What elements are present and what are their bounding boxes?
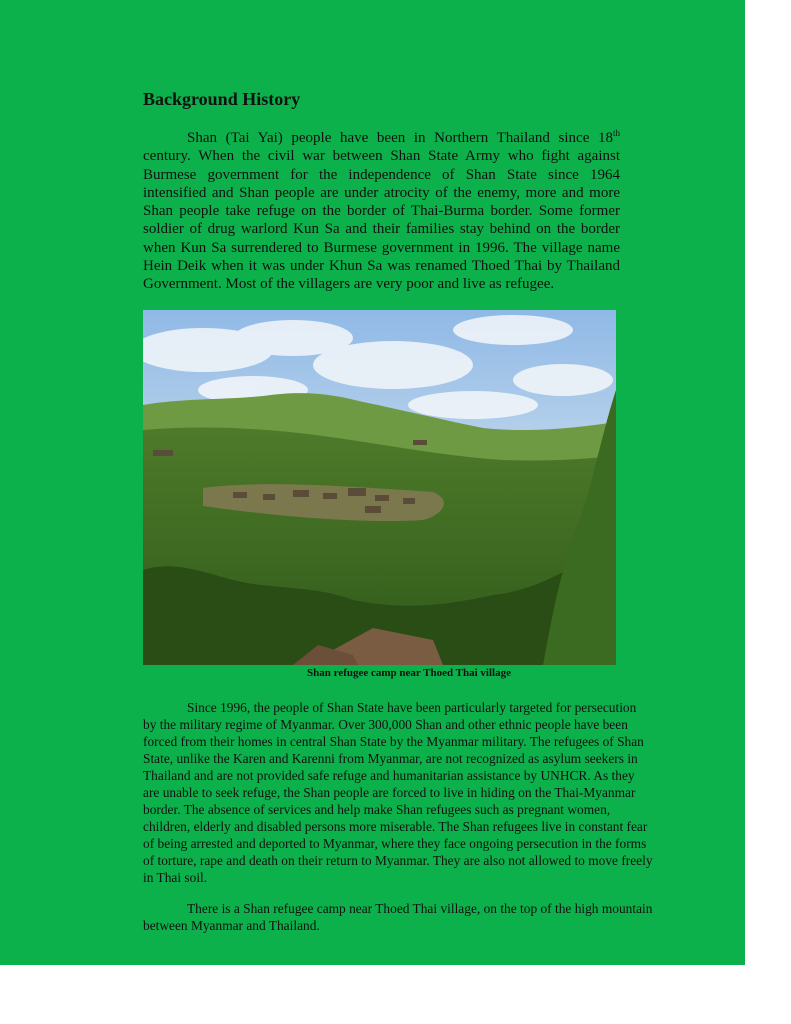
persecution-paragraph bbox=[143, 699, 653, 886]
paragraph-text-rest: century. When the civil war between Shan State Army who fight against Burmese government for the independence of Shan State since 1964 intensified and Shan people are under atrocity of the enemy, more and more Shan people take refuge on the border of Thai-Burma border. Some former soldier of drug warlord Kun Sa and their families stay behind on the border when Kun Sa surrendered to Burmese government in 1996. The village name Hein Deik when it was under Khun Sa was renamed Thoed Thai by Thailand Government. Most of the villagers are very poor and live as refugee. bbox=[143, 148, 620, 293]
camp-location-paragraph bbox=[143, 900, 653, 934]
paragraph-text-start: Shan (Tai Yai) people have been in Northern Thailand since 18 bbox=[187, 130, 613, 146]
paragraph-text: There is a Shan refugee camp near Thoed Thai village, on the top of the high mountain between Myanmar and Thailand. bbox=[143, 901, 653, 933]
paragraph-text: Since 1996, the people of Shan State have been particularly targeted for persecution by the military regime of Myanmar. Over 300,000 Shan and other ethnic people have been forced from their homes in central Shan State by the Myanmar military. The refugees of Shan State, unlike the Karen and Karenni from Myanmar, are not recognized as asylum seekers in Thailand and are not provided safe refuge and humanitarian assistance by UNHCR. As they are unable to seek refuge, the Shan people are forced to live in hiding on the Thai-Myanmar border. The absence of services and help make Shan refugees such as pregnant women, children, elderly and disabled persons more miserable. The Shan refugees live in constant fear of being arrested and deported to Myanmar, where they face ongoing persecution in the forms of torture, rape and death on their return to Myanmar. They are also not allowed to move freely in Thai soil. bbox=[143, 700, 653, 885]
photo-caption: Shan refugee camp near Thoed Thai village bbox=[307, 667, 511, 679]
refugee-camp-photo bbox=[143, 310, 616, 665]
ordinal-suffix: th bbox=[612, 128, 620, 138]
background-paragraph bbox=[143, 129, 620, 294]
section-heading: Background History bbox=[143, 89, 301, 109]
